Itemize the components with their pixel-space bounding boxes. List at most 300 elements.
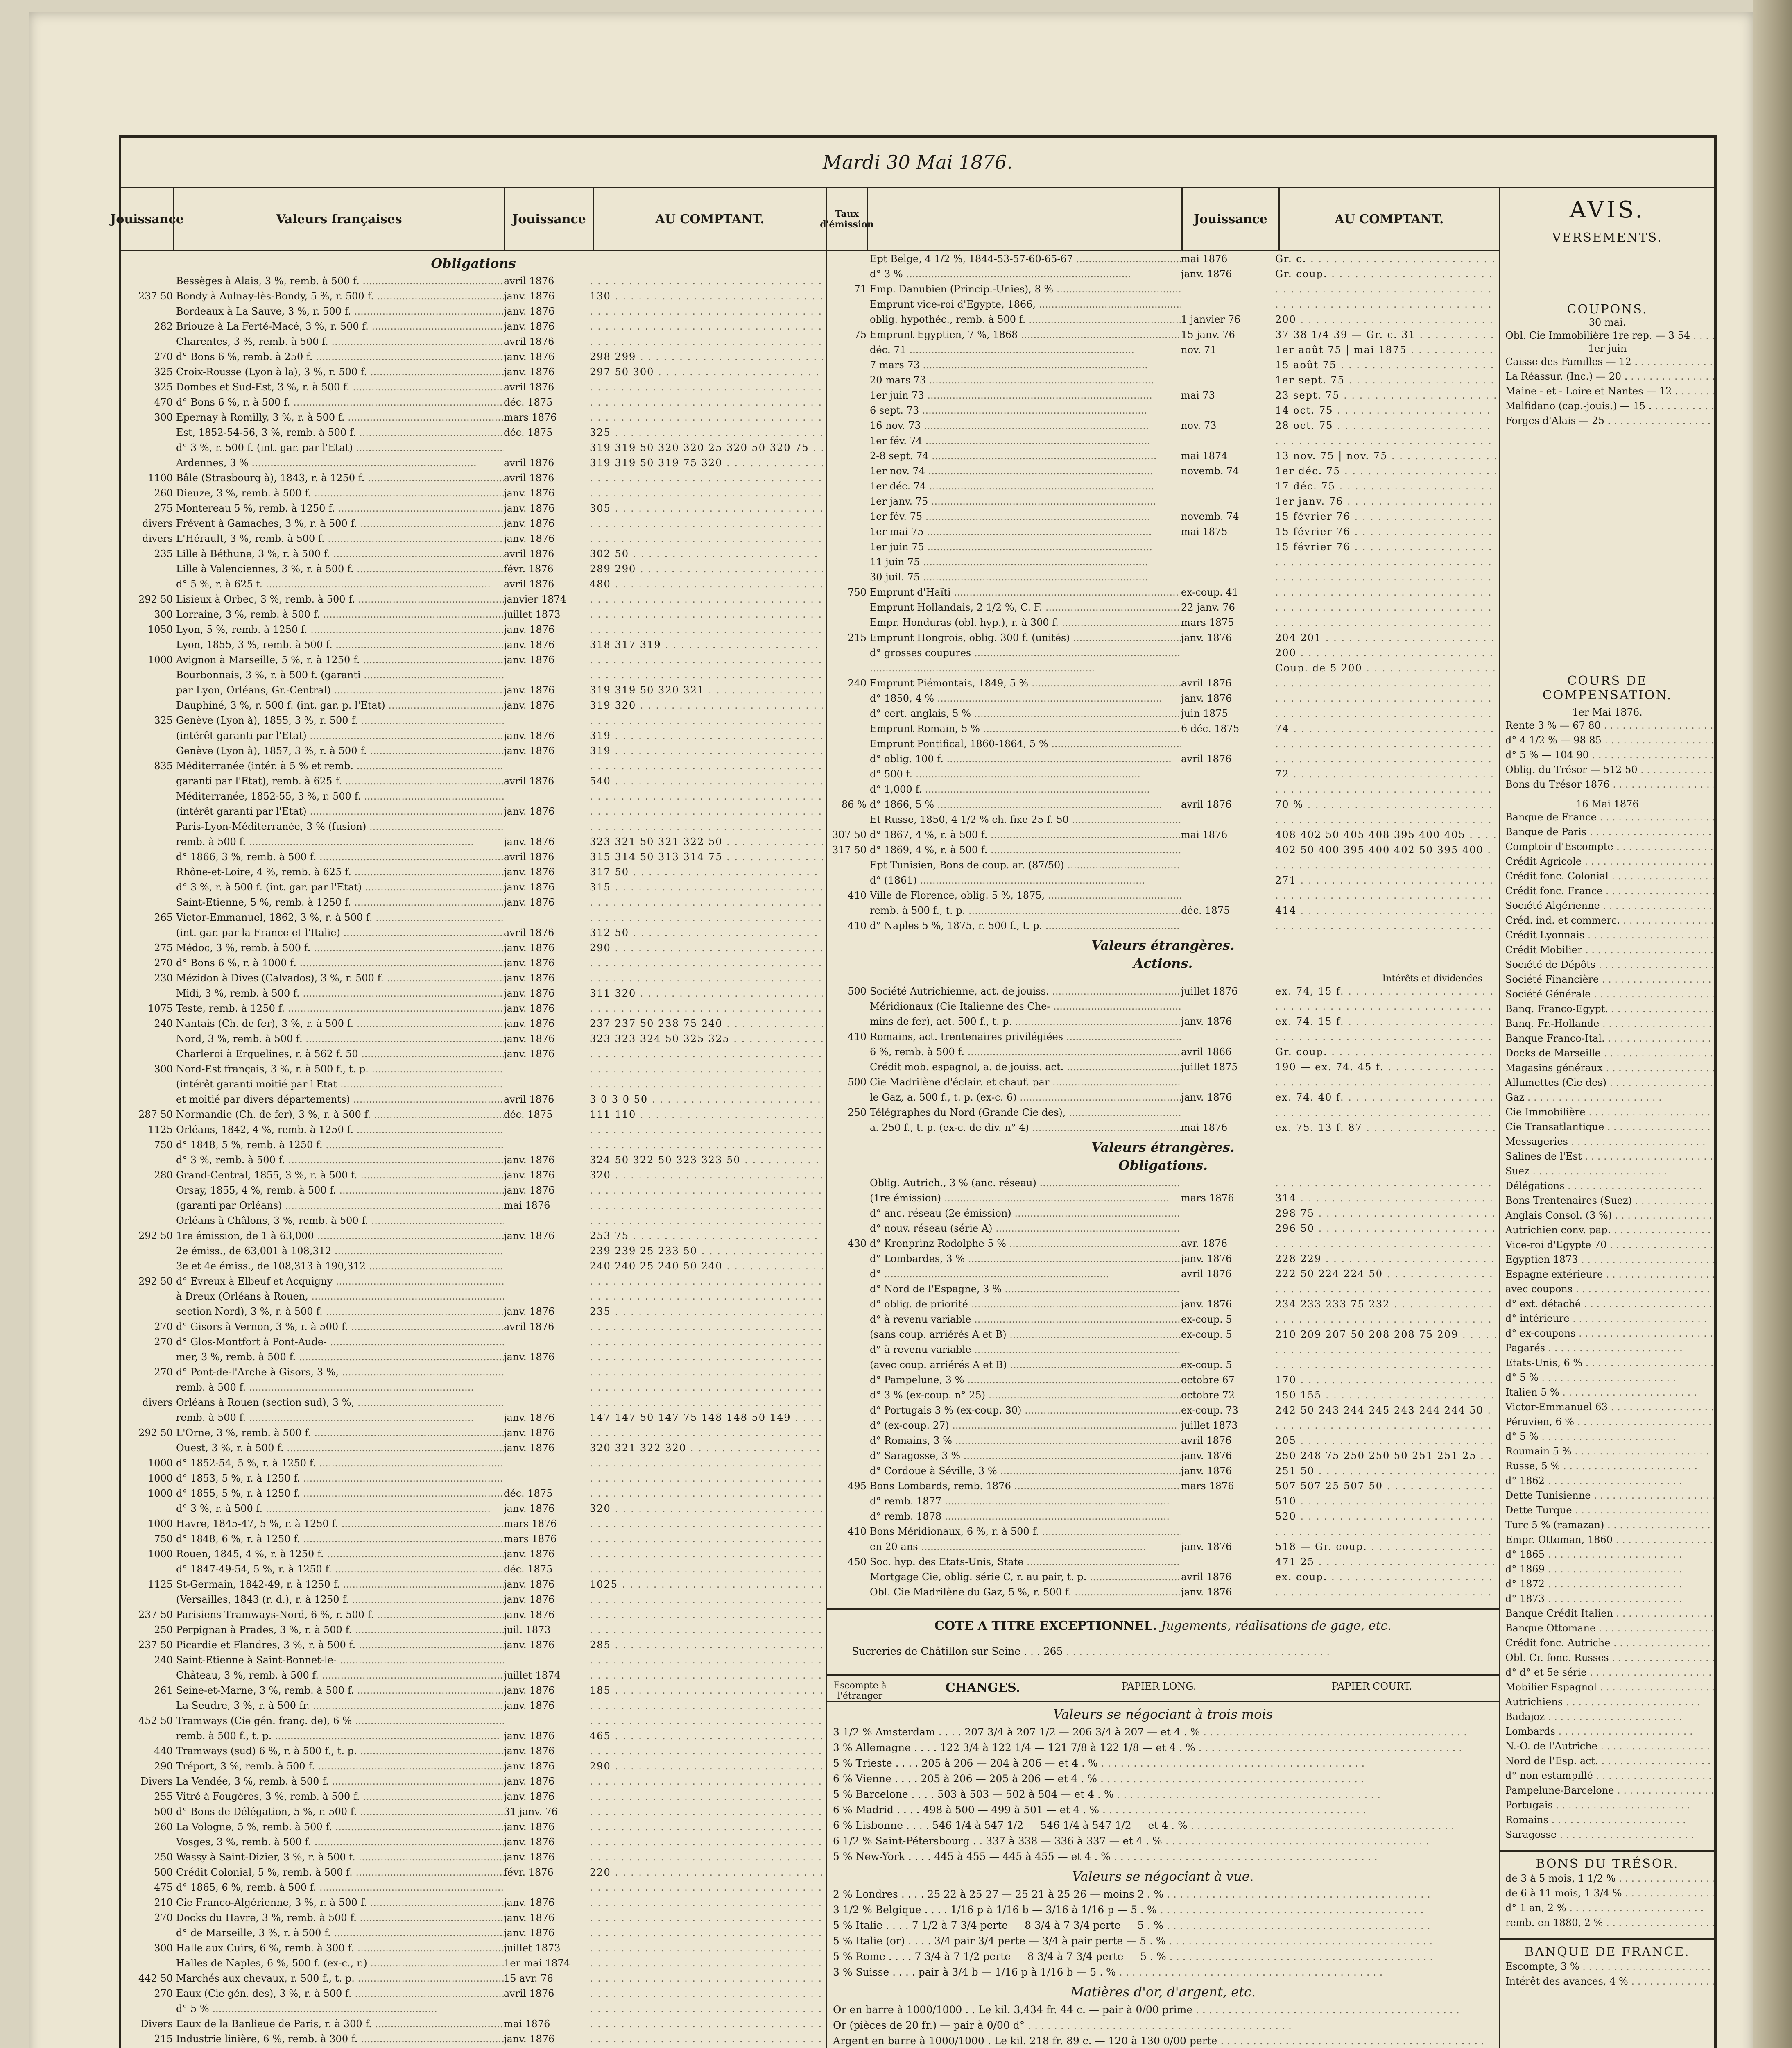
row-value [124, 1304, 176, 1319]
compensation-row: Banque Franco-Ital. . . . [1500, 1031, 1714, 1046]
row-prices: 228 229 . . . [1275, 1251, 1496, 1266]
row-jouissance [1181, 373, 1275, 388]
row-label: Halles de Naples, 6 %, 500 f. (ex-c., r.) ..... [176, 1956, 504, 1971]
row-prices: 15 août 75 . . . [1275, 358, 1496, 373]
row-label: St-Germain, 1842-49, r. à 1250 f. ..... [176, 1577, 504, 1592]
compensation-row: Empr. Ottoman, 1860 . . . [1500, 1532, 1714, 1547]
compensation-row: Banq. Franco-Egypt. . . . [1500, 1001, 1714, 1016]
row-label: d° 1850, 4 % ..... [870, 691, 1181, 706]
table-row [124, 1668, 823, 1683]
row-value [830, 812, 870, 827]
table-row [830, 999, 1496, 1014]
row-label: d° Glos-Montfort à Pont-Aude- ..... [176, 1334, 504, 1350]
table-row [124, 440, 823, 455]
table-row [830, 1479, 1496, 1494]
row-label: Nantais (Ch. de fer), 3 %, r. à 500 f. ..... [176, 1016, 504, 1031]
row-jouissance: juillet 1873 [504, 1942, 561, 1954]
row-prices: 250 248 75 250 250 50 251 251 25 . . . [1275, 1448, 1496, 1464]
row-value [124, 304, 176, 319]
row-jouissance [1181, 1075, 1275, 1090]
row-prices: Coup. de 5 200 . . . [1275, 661, 1496, 676]
row-jouissance: novemb. 74 [1181, 511, 1239, 522]
header-blank [868, 188, 1183, 250]
row-label: d° nouv. réseau (série A) ..... [870, 1221, 1181, 1236]
row-label: Tréport, 3 %, remb. à 500 f. ..... [176, 1759, 504, 1774]
row-prices [590, 1137, 823, 1153]
coupon-row: La Réassur. (Inc.) — 20 . . . . [1500, 369, 1714, 384]
row-jouissance: janv. 1876 [504, 654, 555, 666]
row-label: d° Kronprinz Rodolphe 5 % ..... [870, 1236, 1181, 1251]
compensation-row: Créd. ind. et commerc. . . . [1500, 913, 1714, 928]
row-jouissance: janv. 1876 [504, 1851, 555, 1863]
row-jouissance [504, 1395, 590, 1410]
row-label: Eaux de la Banlieue de Paris, r. à 300 f. ..... [176, 2016, 504, 2032]
table-row [830, 464, 1496, 479]
row-jouissance: janv. 1876 [504, 1154, 555, 1166]
row-jouissance [1181, 812, 1275, 827]
row-jouissance: janv. 1876 [504, 957, 555, 969]
row-value [830, 752, 870, 767]
row-jouissance: janv. 1876 [504, 639, 555, 650]
row-prices [590, 1880, 823, 1895]
row-jouissance: janv. 1876 [504, 1185, 555, 1196]
compensation-row: Société de Dépôts . . . [1500, 957, 1714, 972]
table-row [124, 1501, 823, 1516]
row-value [124, 1592, 176, 1607]
compensation-row: Espagne extérieure . . . [1500, 1267, 1714, 1282]
table-row [830, 615, 1496, 630]
row-prices [590, 1547, 823, 1562]
row-jouissance [1181, 297, 1275, 312]
row-value [830, 615, 870, 630]
row-jouissance [504, 1471, 590, 1486]
row-jouissance [504, 789, 590, 804]
row-prices: ex. 74. 15 f. . . . [1275, 1014, 1496, 1029]
row-value [830, 1403, 870, 1418]
row-value [124, 1183, 176, 1198]
row-jouissance [1181, 555, 1275, 570]
row-label: d° 1865, 6 %, remb. à 500 f. ..... [176, 1880, 504, 1895]
compensation-row: Cie Transatlantique . . . [1500, 1119, 1714, 1134]
row-prices: 471 25 . . . [1275, 1554, 1496, 1570]
row-jouissance [504, 910, 590, 925]
row-prices [590, 410, 823, 425]
table-row [124, 1213, 823, 1228]
row-prices [1275, 1075, 1496, 1090]
row-label: d° (1861) ..... [870, 873, 1181, 888]
table-row [830, 1554, 1496, 1570]
row-prices [590, 1198, 823, 1213]
compensation-row: Gaz . . . [1500, 1090, 1714, 1105]
coupons-date-2: 1er juin [1588, 343, 1627, 354]
row-prices [590, 759, 823, 774]
middle-rows-actions [827, 984, 1499, 1135]
table-row [124, 637, 823, 652]
row-label: Bons Lombards, remb. 1876 ..... [870, 1479, 1181, 1494]
row-label: Montereau 5 %, remb. à 1250 f. ..... [176, 501, 504, 516]
row-value: 1050 [147, 624, 173, 635]
compensation-row: d° 5 % . . . [1500, 1370, 1714, 1385]
row-label: Nord-Est français, 3 %, r. à 500 f., t. p. ..... [176, 1062, 504, 1077]
table-row [124, 2016, 823, 2032]
compensation-row: Péruvien, 6 % . . . [1500, 1414, 1714, 1429]
row-label: Orléans, 1842, 4 %, remb. à 1250 f. ..... [176, 1122, 504, 1137]
table-row [830, 449, 1496, 464]
row-prices: 210 209 207 50 208 208 75 209 . . . [1275, 1327, 1496, 1342]
row-jouissance [1181, 767, 1275, 782]
row-prices [1275, 1176, 1496, 1191]
table-row [124, 971, 823, 986]
row-value [830, 555, 870, 570]
table-row [124, 1547, 823, 1562]
row-prices [590, 668, 823, 683]
header-jouissance-2: Jouissance [505, 188, 594, 250]
row-jouissance: avril 1866 [1181, 1046, 1232, 1058]
row-value: 71 [854, 283, 867, 295]
table-row [830, 524, 1496, 539]
table-row [124, 1941, 823, 1956]
row-prices: ex. 74. 40 f. . . . [1275, 1090, 1496, 1105]
compensation-row: Pampelune-Barcelone . . . [1500, 1783, 1714, 1798]
row-prices: 510 . . . [1275, 1494, 1496, 1509]
row-value: 292 50 [138, 1275, 173, 1287]
row-value [830, 1044, 870, 1060]
table-row [830, 676, 1496, 691]
row-jouissance: octobre 72 [1181, 1389, 1235, 1401]
table-row [124, 1456, 823, 1471]
row-prices [590, 304, 823, 319]
compensation-title: COURS DE COMPENSATION. [1542, 674, 1672, 702]
table-row [830, 1014, 1496, 1029]
row-label: d° à revenu variable ..... [870, 1312, 1181, 1327]
row-jouissance: janv. 1876 [504, 1639, 555, 1651]
row-jouissance: avril 1876 [504, 548, 554, 560]
middle-column-header [820, 188, 1499, 251]
compensation-row: Lombards . . . [1500, 1724, 1714, 1739]
row-label: Wassy à Saint-Dizier, 3 %, r. à 500 f. ..... [176, 1850, 504, 1865]
row-prices: 253 75 . . . [590, 1228, 823, 1244]
row-prices: 271 . . . [1275, 873, 1496, 888]
row-label: Bourbonnais, 3 %, r. à 500 f. (garanti ..... [176, 668, 504, 683]
row-jouissance: juillet 1876 [1181, 985, 1238, 997]
table-row [124, 1607, 823, 1622]
row-prices: 298 75 . . . [1275, 1206, 1496, 1221]
table-row [830, 827, 1496, 843]
row-jouissance: janv. 1876 [504, 745, 555, 757]
row-value: 275 [154, 942, 173, 954]
row-jouissance: janv. 1876 [1181, 1092, 1232, 1103]
row-jouissance: 31 janv. 76 [504, 1806, 558, 1817]
row-jouissance: avril 1876 [504, 927, 554, 938]
row-jouissance: janv. 1876 [504, 700, 555, 711]
row-jouissance: janv. 1876 [504, 988, 555, 999]
table-row [830, 388, 1496, 403]
row-value [124, 1956, 176, 1971]
row-jouissance [1181, 1554, 1275, 1570]
row-prices [590, 274, 823, 289]
row-jouissance [1181, 1029, 1275, 1044]
row-label: d° oblig. 100 f. ..... [870, 752, 1181, 767]
row-jouissance: janv. 1876 [504, 1745, 555, 1757]
row-label: Briouze à La Ferté-Macé, 3 %, r. 500 f. ..... [176, 319, 504, 334]
row-jouissance [504, 1456, 590, 1471]
row-prices [1275, 1105, 1496, 1120]
row-label: (1re émission) ..... [870, 1191, 1181, 1206]
row-label: 1er juin 73 ..... [870, 388, 1181, 403]
row-jouissance [1181, 1221, 1275, 1236]
row-prices: 1025 . . . [590, 1577, 823, 1592]
compensation-row: Obl. Cr. fonc. Russes . . . [1500, 1650, 1714, 1665]
compensation-row: Société Générale . . . [1500, 987, 1714, 1001]
row-prices [590, 713, 823, 728]
row-label: L'Orne, 3 %, remb. à 500 f. ..... [176, 1425, 504, 1441]
row-label: d° oblig. de priorité ..... [870, 1297, 1181, 1312]
row-value [830, 1418, 870, 1433]
table-row [124, 1683, 823, 1698]
row-label: 20 mars 73 ..... [870, 373, 1181, 388]
table-row [124, 1380, 823, 1395]
row-prices [1275, 1357, 1496, 1373]
row-value [830, 297, 870, 312]
row-value: 500 [154, 1806, 173, 1817]
table-row [124, 774, 823, 789]
table-row [124, 1865, 823, 1880]
row-value: 215 [848, 632, 867, 643]
row-prices [590, 1986, 823, 2001]
row-jouissance: janv. 1876 [504, 1018, 555, 1029]
table-row [124, 1047, 823, 1062]
section-foreign-values-2: Valeurs étrangères. [1091, 1140, 1235, 1155]
row-label: Emprunt Piémontais, 1849, 5 % ..... [870, 676, 1181, 691]
compensation-row: Italien 5 % . . . [1500, 1385, 1714, 1400]
table-row [124, 1713, 823, 1729]
row-value [124, 865, 176, 880]
row-jouissance: avril 1876 [504, 1094, 554, 1105]
row-jouissance [504, 1122, 590, 1137]
compensation-row: Autrichiens . . . [1500, 1695, 1714, 1709]
row-value: 307 50 [832, 829, 867, 840]
row-label: d° 1848, 6 %, r. à 1250 f. ..... [176, 1531, 504, 1547]
compensation-row: d° 1862 . . . [1500, 1473, 1714, 1488]
row-jouissance [504, 440, 590, 455]
row-jouissance: janv. 1876 [504, 942, 555, 954]
row-jouissance: juillet 1873 [504, 609, 561, 620]
table-row [124, 668, 823, 683]
row-label: 2e émiss., de 63,001 à 108,312 ..... [176, 1244, 504, 1259]
row-label: Mortgage Cie, oblig. série C, r. au pair, t. p. ..... [870, 1570, 1181, 1585]
change-row: 5 % Italie (or) . . . . 3/4 pair 3/4 perte — 3/4 à pair perte — 5 . % . . . [827, 1933, 1499, 1949]
row-value: 495 [848, 1480, 867, 1492]
row-label: Lille à Béthune, 3 %, r. à 500 f. ..... [176, 546, 504, 562]
row-jouissance: ex-coup. 5 [1181, 1329, 1232, 1340]
row-label: d° Saragosse, 3 % ..... [870, 1448, 1181, 1464]
row-jouissance [1181, 1105, 1275, 1120]
table-row [830, 1509, 1496, 1524]
table-row [124, 365, 823, 380]
table-row [124, 698, 823, 713]
row-prices: 130 . . . [590, 289, 823, 304]
row-jouissance: janv. 1876 [1181, 1541, 1232, 1552]
row-jouissance [1181, 1176, 1275, 1191]
table-row [830, 1327, 1496, 1342]
row-label: d° anc. réseau (2e émission) ..... [870, 1206, 1181, 1221]
row-jouissance: janv. 1876 [504, 321, 555, 332]
row-label: Charleroi à Erquelines, r. à 562 f. 50 ..... [176, 1047, 504, 1062]
row-value [830, 251, 870, 267]
row-label: d° Pampelune, 3 % ..... [870, 1373, 1181, 1388]
table-row [124, 1926, 823, 1941]
table-row [830, 1403, 1496, 1418]
compensation-row: Comptoir d'Escompte . . . [1500, 839, 1714, 854]
row-prices: 1er sept. 75 . . . [1275, 373, 1496, 388]
compensation-row: Etats-Unis, 6 % . . . [1500, 1355, 1714, 1370]
row-jouissance: janv. 1876 [504, 2033, 555, 2045]
row-value [830, 1191, 870, 1206]
compensation-row: Saragosse . . . [1500, 1827, 1714, 1842]
compensation-row: Crédit fonc. Colonial . . . [1500, 869, 1714, 884]
row-value: 835 [154, 760, 173, 772]
row-value: 1125 [147, 1579, 173, 1590]
row-jouissance: janv. 1876 [504, 1927, 555, 1939]
row-prices: Gr. coup. . . . [1275, 1044, 1496, 1060]
row-jouissance [504, 1713, 590, 1729]
row-label: d° Bons 6 %, remb. à 250 f. ..... [176, 349, 504, 365]
row-label: Cie Madrilène d'éclair. et chauf. par ..... [870, 1075, 1181, 1090]
compensation-row: Banq. Fr.-Hollande . . . [1500, 1016, 1714, 1031]
table-row [124, 1653, 823, 1668]
row-prices [1275, 585, 1496, 600]
row-label: en 20 ans ..... [870, 1539, 1181, 1554]
table-row [830, 358, 1496, 373]
row-label: d° 1866, 3 %, remb. à 500 f. ..... [176, 850, 504, 865]
row-prices: 320 . . . [590, 1168, 823, 1183]
row-jouissance: 6 déc. 1875 [1181, 723, 1240, 734]
row-jouissance: avril 1876 [1181, 1571, 1232, 1583]
row-prices [590, 1698, 823, 1713]
row-prices [1275, 1282, 1496, 1297]
row-label: d° à revenu variable ..... [870, 1342, 1181, 1357]
row-label: Picardie et Flandres, 3 %, r. à 500 f. ..... [176, 1638, 504, 1653]
table-row [124, 289, 823, 304]
row-jouissance: mars 1876 [504, 1518, 557, 1529]
row-label: garanti par l'Etat), remb. à 625 f. ..... [176, 774, 504, 789]
row-jouissance: janv. 1876 [504, 836, 555, 847]
row-label: d° Bons de Délégation, 5 %, r. 500 f. ..... [176, 1804, 504, 1819]
row-prices [590, 652, 823, 668]
row-jouissance: janv. 1876 [1181, 1253, 1232, 1264]
middle-rows-obligations [827, 1176, 1499, 1600]
row-prices [590, 607, 823, 622]
row-label: (intérêt garanti par l'Etat) ..... [176, 728, 504, 743]
bons-row: remb. en 1880, 2 % . . . [1500, 1915, 1714, 1930]
table-row [124, 1759, 823, 1774]
row-value: 410 [848, 920, 867, 931]
row-jouissance [504, 713, 590, 728]
row-prices: 13 nov. 75 | nov. 75 . . . [1275, 449, 1496, 464]
row-value: 1000 [147, 1457, 173, 1469]
table-row [830, 1570, 1496, 1585]
table-row [124, 925, 823, 940]
row-value [830, 999, 870, 1014]
row-value [830, 1120, 870, 1135]
row-prices: 408 402 50 405 408 395 400 405 . . . [1275, 827, 1496, 843]
row-value [124, 1729, 176, 1744]
coupon-row: Caisse des Familles — 12 . . . . [1500, 354, 1714, 369]
compensation-row: Banque Ottomane . . . [1500, 1621, 1714, 1636]
change-row: 3 % Suisse . . . . pair à 3/4 b — 1/16 p à 1/16 b — 5 . % . . . [827, 1964, 1499, 1980]
row-value [830, 524, 870, 539]
compensation-row: Crédit Lyonnais . . . [1500, 928, 1714, 942]
row-label: Perpignan à Prades, 3 %, r. à 500 f. ..... [176, 1622, 504, 1638]
table-row [830, 509, 1496, 524]
row-label: 1re émission, de 1 à 63,000 ..... [176, 1228, 504, 1244]
compensation-row: Badajoz . . . [1500, 1709, 1714, 1724]
compensation-row: d° 1869 . . . [1500, 1562, 1714, 1577]
row-value: 300 [154, 1942, 173, 1954]
row-prices [590, 1380, 823, 1395]
row-prices: 323 321 50 321 322 50 . . . [590, 834, 823, 850]
table-row [124, 501, 823, 516]
row-prices [1275, 918, 1496, 933]
compensation-row: Nord de l'Esp. act. . . . [1500, 1753, 1714, 1768]
table-row [124, 2001, 823, 2016]
row-prices [590, 789, 823, 804]
row-prices: 465 . . . [590, 1729, 823, 1744]
row-label: Crédit Colonial, 5 %, remb. à 500 f. ..... [176, 1865, 504, 1880]
row-jouissance: janv. 1876 [504, 1003, 555, 1014]
row-value: 325 [154, 381, 173, 393]
row-jouissance [1181, 282, 1275, 297]
row-prices [1275, 706, 1496, 721]
row-label: Bordeaux à La Sauve, 3 %, r. 500 f. ..... [176, 304, 504, 319]
compensation-row: Russe, 5 % . . . [1500, 1459, 1714, 1473]
row-label: Genève (Lyon à), 1857, 3 %, r. à 500 f. ..... [176, 743, 504, 759]
row-jouissance: janv. 1876 [504, 1579, 555, 1590]
table-row [830, 494, 1496, 509]
row-jouissance [1181, 1282, 1275, 1297]
table-row [124, 1289, 823, 1304]
row-value [124, 637, 176, 652]
row-label: 1er déc. 74 ..... [870, 479, 1181, 494]
row-value: 452 50 [138, 1715, 173, 1726]
row-prices [590, 1456, 823, 1471]
row-label: d° Naples 5 %, 1875, r. 500 f., t. p. ..... [870, 918, 1181, 933]
row-label: Médoc, 3 %, remb. à 500 f. ..... [176, 940, 504, 956]
row-label: Bâle (Strasbourg à), 1843, r. à 1250 f. ..... [176, 471, 504, 486]
row-label: Crédit mob. espagnol, a. de jouiss. act. ..... [870, 1060, 1181, 1075]
row-jouissance [504, 1077, 590, 1092]
quotation-table-frame [110, 135, 1717, 2048]
row-label: Méridionaux (Cie Italienne des Che- ..... [870, 999, 1181, 1014]
row-value [830, 1388, 870, 1403]
table-row [830, 1120, 1496, 1135]
row-jouissance: mai 1876 [1181, 1122, 1228, 1133]
table-row [124, 1774, 823, 1789]
table-row [124, 1319, 823, 1334]
table-row [830, 1448, 1496, 1464]
row-jouissance: janv. 1876 [504, 518, 555, 529]
row-value: 325 [154, 366, 173, 378]
row-prices: 290 . . . [590, 1759, 823, 1774]
row-prices [590, 971, 823, 986]
row-value [124, 804, 176, 819]
compensation-row: Bons Trentenaires (Suez) . . . [1500, 1193, 1714, 1208]
row-prices: 289 290 . . . [590, 562, 823, 577]
row-value [830, 1509, 870, 1524]
row-prices: 17 déc. 75 . . . [1275, 479, 1496, 494]
row-prices [590, 1713, 823, 1729]
table-row [124, 592, 823, 607]
